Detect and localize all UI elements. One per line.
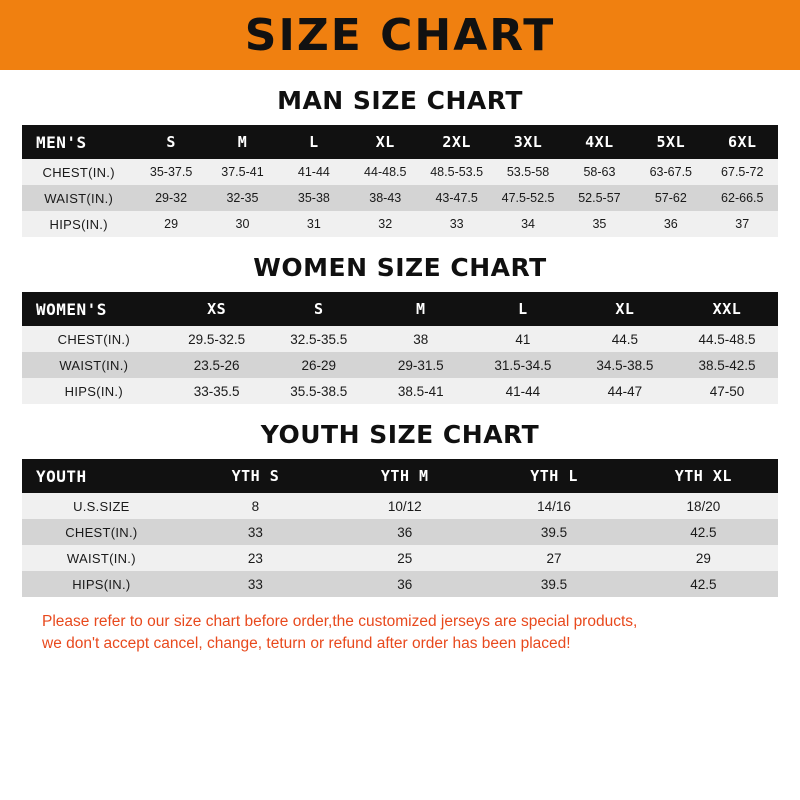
row-label: U.S.SIZE	[73, 498, 130, 514]
table-cell: 44-48.5	[364, 165, 407, 179]
table-row	[22, 571, 778, 597]
table-cell: 25	[397, 550, 413, 566]
header-cell: M	[237, 133, 248, 151]
table-cell: 29	[695, 550, 711, 566]
table-cell: 41-44	[297, 165, 330, 179]
table-cell: 8	[251, 498, 260, 514]
table-row	[22, 519, 778, 545]
table-row	[22, 211, 778, 237]
table-cell: 29-31.5	[397, 357, 444, 373]
table-cell: 31	[306, 217, 321, 231]
women-section-title: WOMEN SIZE CHART	[253, 253, 547, 282]
table-cell: 36	[397, 524, 413, 540]
table-cell: 39.5	[540, 576, 568, 592]
notice-line-2: we don't accept cancel, change, teturn or refund after order has been placed!	[42, 635, 571, 653]
table-cell: 58-63	[583, 165, 616, 179]
table-cell: 47-50	[709, 383, 745, 399]
table-cell: 33	[247, 576, 263, 592]
table-cell: 35-37.5	[149, 165, 193, 179]
header-cell: YTH S	[231, 467, 280, 485]
table-cell: 38.5-41	[397, 383, 444, 399]
table-cell: 33-35.5	[193, 383, 240, 399]
row-label: WAIST(IN.)	[44, 190, 114, 206]
table-cell: 36	[397, 576, 413, 592]
table-cell: 52.5-57	[578, 191, 621, 205]
table-cell: 35	[592, 217, 607, 231]
header-cell: M	[416, 300, 426, 318]
table-row	[22, 545, 778, 571]
table-cell: 23.5-26	[193, 357, 240, 373]
row-label: HIPS(IN.)	[64, 383, 123, 399]
table-cell: 29	[164, 217, 179, 231]
notice-line-1: Please refer to our size chart before order,the customized jerseys are special products,	[42, 613, 638, 630]
header-cell: WOMEN'S	[36, 299, 107, 319]
men-section-title: MAN SIZE CHART	[277, 86, 523, 115]
table-header-row	[22, 125, 778, 159]
table-cell: 42.5	[690, 576, 717, 592]
table-cell: 44.5-48.5	[698, 331, 756, 347]
table-cell: 38.5-42.5	[698, 357, 756, 373]
header-cell: L	[309, 133, 319, 151]
table-header-row	[22, 459, 778, 493]
header-cell: YTH XL	[674, 467, 732, 485]
table-row	[22, 493, 778, 519]
table-cell: 32-35	[226, 191, 259, 205]
table-cell: 29-32	[155, 191, 188, 205]
table-cell: 57-62	[654, 191, 687, 205]
table-cell: 67.5-72	[721, 165, 764, 179]
table-cell: 44-47	[607, 383, 643, 399]
table-cell: 35.5-38.5	[290, 383, 348, 399]
table-cell: 41	[515, 331, 531, 347]
men-size-table	[22, 125, 778, 237]
table-cell: 26-29	[301, 357, 336, 373]
row-label: WAIST(IN.)	[66, 550, 136, 566]
header-cell: S	[166, 133, 176, 151]
table-cell: 34.5-38.5	[596, 357, 654, 373]
table-cell: 33	[449, 217, 464, 231]
table-cell: 44.5	[611, 331, 639, 347]
header-cell: 6XL	[727, 133, 757, 151]
row-label: WAIST(IN.)	[59, 357, 129, 373]
table-row	[22, 352, 778, 378]
table-cell: 38	[413, 331, 429, 347]
table-row	[22, 378, 778, 404]
header-cell: L	[518, 300, 528, 318]
table-cell: 32.5-35.5	[290, 331, 348, 347]
women-size-table	[22, 292, 778, 404]
content-area	[0, 86, 800, 656]
table-cell: 37	[735, 217, 750, 231]
header-cell: XS	[207, 300, 227, 318]
header-cell: 5XL	[656, 133, 686, 151]
row-label: HIPS(IN.)	[49, 216, 108, 232]
table-cell: 39.5	[540, 524, 568, 540]
table-cell: 36	[663, 217, 678, 231]
row-label: CHEST(IN.)	[42, 164, 115, 180]
header-cell: XL	[615, 300, 635, 318]
table-cell: 35-38	[297, 191, 330, 205]
header-cell: S	[313, 300, 324, 318]
table-cell: 10/12	[387, 498, 422, 514]
header-cell: YTH M	[380, 467, 429, 485]
table-cell: 31.5-34.5	[494, 357, 552, 373]
table-cell: 48.5-53.5	[430, 165, 484, 179]
table-header-row	[22, 292, 778, 326]
table-cell: 47.5-52.5	[501, 191, 555, 205]
table-cell: 23	[247, 550, 263, 566]
table-cell: 37.5-41	[221, 165, 264, 179]
table-cell: 42.5	[690, 524, 717, 540]
table-cell: 62-66.5	[721, 191, 764, 205]
row-label: CHEST(IN.)	[65, 524, 138, 540]
table-cell: 43-47.5	[435, 191, 478, 205]
row-label: CHEST(IN.)	[57, 331, 130, 347]
page-banner	[0, 0, 800, 70]
header-cell: 3XL	[513, 133, 543, 151]
header-cell: 2XL	[442, 133, 471, 151]
header-cell: YOUTH	[36, 466, 87, 486]
table-cell: 14/16	[537, 498, 571, 514]
table-cell: 41-44	[505, 383, 541, 399]
page-title: SIZE CHART	[244, 10, 556, 61]
header-cell: XXL	[712, 300, 742, 318]
table-cell: 38-43	[369, 191, 402, 205]
table-row	[22, 326, 778, 352]
table-cell: 27	[546, 550, 562, 566]
header-cell: YTH L	[530, 467, 578, 485]
table-cell: 33	[247, 524, 263, 540]
table-cell: 18/20	[686, 498, 721, 514]
header-cell: XL	[375, 133, 395, 151]
table-cell: 29.5-32.5	[188, 331, 246, 347]
table-row	[22, 159, 778, 185]
order-notice	[42, 611, 758, 656]
table-cell: 32	[378, 217, 393, 231]
row-label: HIPS(IN.)	[72, 576, 131, 592]
table-cell: 34	[521, 217, 535, 231]
table-cell: 63-67.5	[649, 165, 693, 179]
header-cell: 4XL	[585, 133, 614, 151]
youth-section-title: YOUTH SIZE CHART	[260, 420, 540, 449]
table-cell: 30	[235, 217, 250, 231]
table-cell: 53.5-58	[506, 165, 550, 179]
header-cell: MEN'S	[36, 132, 87, 152]
table-row	[22, 185, 778, 211]
youth-size-table	[22, 459, 778, 597]
